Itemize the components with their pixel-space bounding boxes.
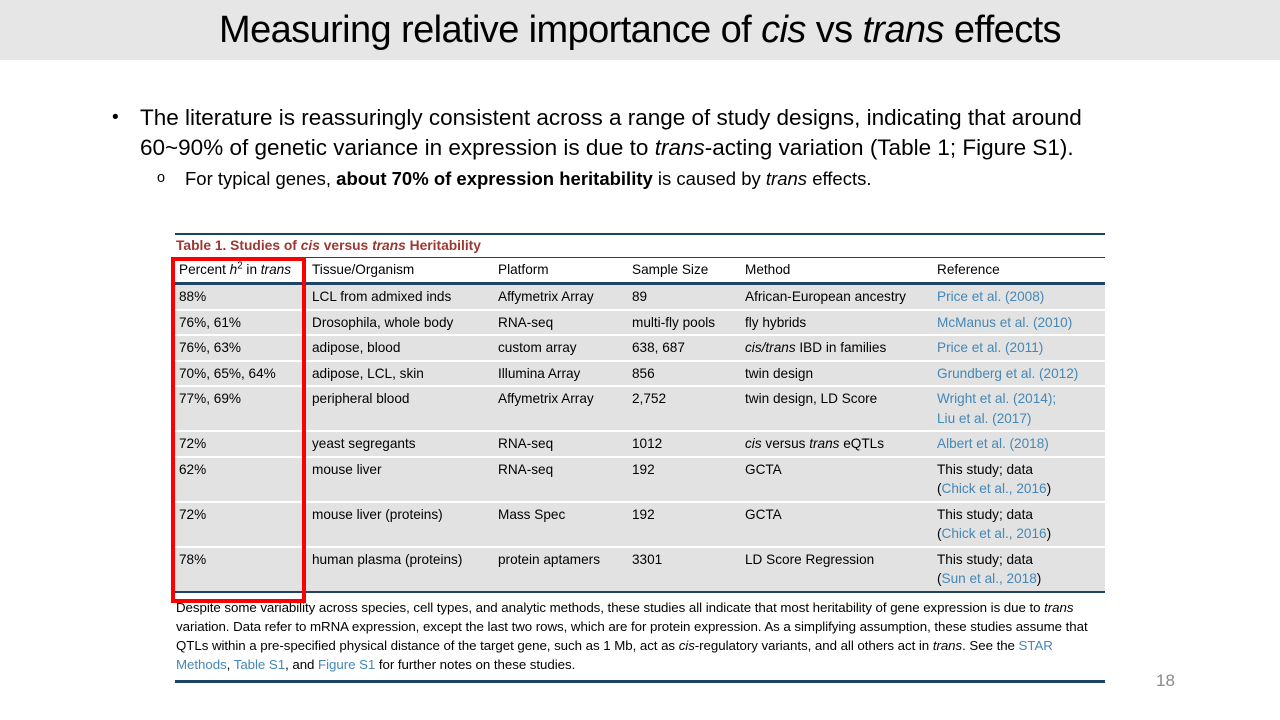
table-cell: 70%, 65%, 64% [175,362,308,388]
column-header-percent-h2-trans: Percent $h^2$ in trans [175,257,308,285]
table-cell: Affymetrix Array [494,285,628,311]
table-cell: mouse liver (proteins) [308,503,494,548]
link[interactable]: Chick et al., 2016 [941,526,1047,541]
bullet-marker: • [112,107,119,128]
table-cell [933,336,1105,362]
table-cell [933,362,1105,388]
bullet-item-sub [157,167,1157,191]
bullet-text: The literature is reassuringly consistent across a range of study designs, indicating that around 60~90% of genetic variance in expression is due to trans-acting variation (Table 1; Figure S1). [140,105,1082,160]
table-cell: This study; data (Chick et al., 2016) [933,458,1105,503]
table-cell: custom array [494,336,628,362]
table-cell: 72% [175,503,308,548]
link[interactable]: STAR Methods [176,637,1053,672]
table-cell: 76%, 61% [175,311,308,337]
table-cell: 78% [175,548,308,593]
table-row [175,458,1105,503]
table-cell: RNA-seq [494,311,628,337]
table-cell: multi-fly pools [628,311,741,337]
link[interactable]: Sun et al., 2018 [941,571,1037,586]
table-cell: 3301 [628,548,741,593]
table-cell [933,311,1105,337]
title-bar [0,0,1280,60]
table-cell: 192 [628,503,741,548]
link[interactable]: Grundberg et al. (2012) [937,365,1079,381]
table-cell: peripheral blood [308,387,494,432]
column-header-method: Method [741,257,933,285]
link[interactable]: Albert et al. (2018) [937,436,1049,451]
table-cell: Illumina Array [494,362,628,388]
table-cell: cis/trans IBD in families [741,336,933,362]
link[interactable]: Price et al. (2011) [937,340,1044,355]
column-header-reference: Reference [933,257,1105,285]
table-cell: cis versus trans eQTLs [741,432,933,458]
heritability-table [175,257,1105,593]
table-cell: mouse liver [308,458,494,503]
page-number: 18 [1156,671,1175,690]
column-header-sample-size: Sample Size [628,257,741,285]
table-cell: 76%, 63% [175,336,308,362]
table-row [175,362,1105,388]
table-cell: human plasma (proteins) [308,548,494,593]
table-cell: 62% [175,458,308,503]
table-cell: RNA-seq [494,432,628,458]
sub-bullet-marker: o [157,170,166,186]
slide-title: Measuring relative importance of cis vs trans effects [219,8,1061,51]
table-row [175,387,1105,432]
link[interactable]: Wright et al. (2014); [937,391,1057,406]
table-cell: Affymetrix Array [494,387,628,432]
table-cell: fly hybrids [741,311,933,337]
table-cell: yeast segregants [308,432,494,458]
heritability-table-figure [175,233,1105,683]
table-cell: RNA-seq [494,458,628,503]
table-box [175,257,1105,593]
bullet-item-main [112,103,1172,163]
table-cell: LD Score Regression [741,548,933,593]
table-row [175,548,1105,593]
link[interactable]: McManus et al. (2010) [937,314,1073,330]
table-cell: 2,752 [628,387,741,432]
table-cell: LCL from admixed inds [308,285,494,311]
table-cell [933,432,1105,458]
sub-bullet-text: For typical genes, about 70% of expression heritability is caused by trans effects. [185,168,872,189]
table-row [175,336,1105,362]
table-cell [933,387,1105,432]
table-cell: This study; data (Chick et al., 2016) [933,503,1105,548]
table-cell: 89 [628,285,741,311]
table-cell: This study; data (Sun et al., 2018) [933,548,1105,593]
table-cell: 72% [175,432,308,458]
table-cell: African-European ancestry [741,285,933,311]
table-header-row [175,257,1105,285]
table-row [175,285,1105,311]
table-cell: twin design [741,362,933,388]
link[interactable]: Price et al. (2008) [937,289,1045,304]
table-cell: protein aptamers [494,548,628,593]
table-cell [933,285,1105,311]
table-cell: 638, 687 [628,336,741,362]
table-cell: GCTA [741,503,933,548]
table-cell: 88% [175,285,308,311]
table-cell: 1012 [628,432,741,458]
link[interactable]: Table S1 [233,656,286,672]
table-cell: Drosophila, whole body [308,311,494,337]
link[interactable]: Figure S1 [318,656,376,672]
table-row [175,311,1105,337]
table-cell: 192 [628,458,741,503]
column-header-tissue-organism: Tissue/Organism [308,257,494,285]
table-cell: twin design, LD Score [741,387,933,432]
link[interactable]: Liu et al. (2017) [937,410,1032,426]
table-cell: Mass Spec [494,503,628,548]
table-cell: 77%, 69% [175,387,308,432]
table-cell: 856 [628,362,741,388]
table-caption: Table 1. Studies of cis versus trans Heritability [176,238,481,253]
link[interactable]: Chick et al., 2016 [941,481,1047,496]
table-row [175,432,1105,458]
table-cell: adipose, LCL, skin [308,362,494,388]
column-header-platform: Platform [494,257,628,285]
table-row [175,503,1105,548]
table-footnote: Despite some variability across species, cell types, and analytic methods, these studies all indicate that most heritability of gene expression is due to trans variation. Data refer to mRNA expression, except the last two rows, which are for protein expression. As a simplifying assumption, these studies assume that QTLs within a pre-specified physical distance of the target gene, such as 1 Mb, act as cis-regulatory variants, and all others act in trans. See the STAR Methods, Table S1, and Figure S1 for further notes on these studies. [175,593,1105,683]
table-cell: GCTA [741,458,933,503]
table-cell: adipose, blood [308,336,494,362]
